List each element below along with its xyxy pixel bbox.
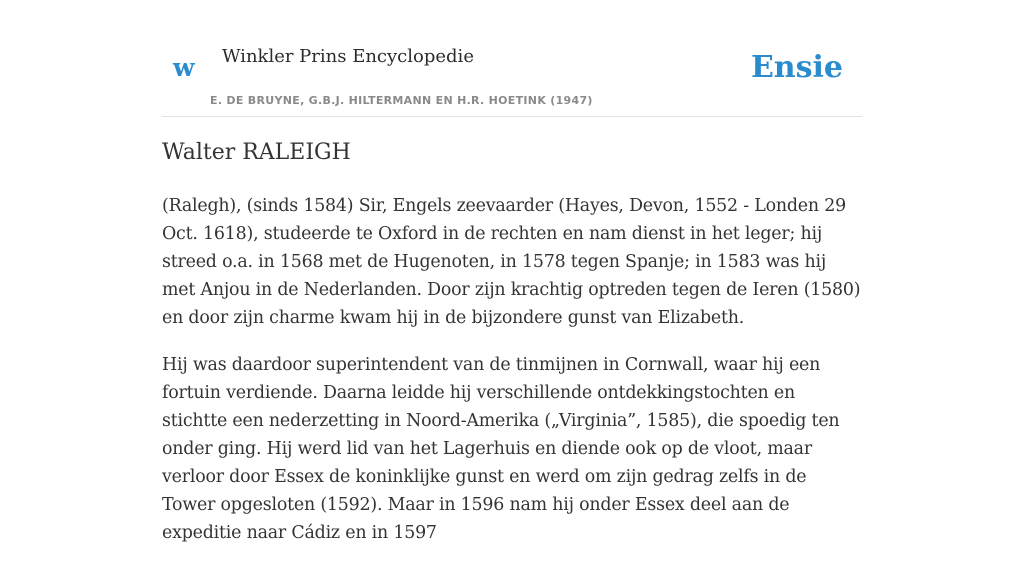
page-container	[162, 0, 862, 543]
article-body	[162, 192, 862, 566]
site-title[interactable]: Winkler Prins Encyclopedie	[222, 46, 474, 67]
article-paragraph: (Ralegh), (sinds 1584) Sir, Engels zeevaarder (Hayes, Devon, 1552 - Londen 29 Oct. 1618), studeerde te Oxford in de rechten en nam dienst in het leger; hij streed o.a. in 1568 met de Hugenoten, in 1578 tegen Spanje; in 1583 was hij met Anjou in de Nederlanden. Door zijn krachtig optreden tegen de Ieren (1580) en door zijn charme kwam hij in de bijzondere gunst van Elizabeth.	[162, 196, 861, 328]
ensie-brand-link[interactable]: Ensie	[750, 50, 843, 85]
article-title: Walter RALEIGH	[162, 140, 351, 165]
site-header	[162, 0, 862, 117]
article-paragraph: Hij was daardoor superintendent van de tinmijnen in Cornwall, waar hij een fortuin verdiende. Daarna leidde hij verschillende ontdekkingstochten en stichtte een nederzetting in Noord-Amerika („Virginia”, 1585), die spoedig ten onder ging. Hij werd lid van het Lagerhuis en diende ook op de vloot, maar verloor door Essex de koninklijke gunst en werd om zijn gedrag zelfs in de Tower opgesloten (1592). Maar in 1596 nam hij onder Essex deel aan de expeditie naar Cádiz en in 1597	[162, 355, 840, 543]
authors-line: E. DE BRUYNE, G.B.J. HILTERMANN EN H.R. HOETINK (1947)	[210, 94, 593, 107]
winkler-prins-logo-icon[interactable]: w	[173, 53, 195, 82]
